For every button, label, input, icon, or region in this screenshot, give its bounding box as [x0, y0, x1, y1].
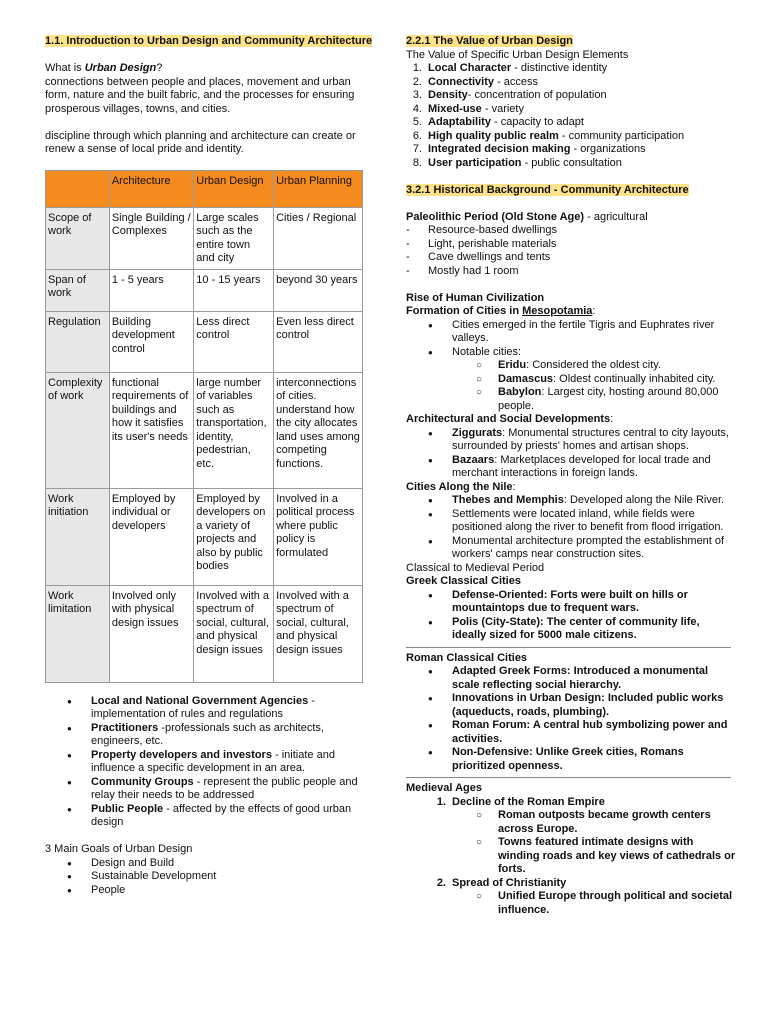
table-cell: Cities / Regional	[274, 207, 363, 269]
table-cell: Single Building / Complexes	[109, 207, 193, 269]
divider	[406, 777, 731, 778]
list-item: ● Polis (City-State): The center of community life, ideally sized for 5000 male citizens.	[452, 616, 736, 643]
goals-heading: 3 Main Goals of Urban Design	[45, 843, 193, 855]
table-header-cell	[46, 170, 110, 207]
nile-list	[406, 494, 736, 562]
arch-list	[406, 427, 736, 481]
table-row	[46, 269, 363, 311]
medieval-heading: Medieval Ages	[406, 782, 483, 794]
list-item: - Light, perishable materials	[428, 238, 736, 252]
elements-list	[406, 62, 736, 170]
arch-heading: Architectural and Social Developments:	[406, 413, 614, 425]
list-item: ● Defense-Oriented: Forts were built on hills or mountaintops due to frequent wars.	[452, 589, 736, 616]
table-row	[46, 372, 363, 488]
left-column	[45, 35, 375, 897]
list-item: ● Public People - affected by the effects of good urban design	[91, 803, 375, 830]
table-row-header: Regulation	[46, 311, 110, 372]
list-item: ● Non-Defensive: Unlike Greek cities, Romans prioritized openness.	[452, 746, 736, 773]
divider	[406, 647, 731, 648]
right-column	[406, 35, 736, 917]
roman-heading: Roman Classical Cities	[406, 651, 528, 664]
medieval-sublist	[452, 890, 736, 917]
medieval-sublist	[452, 809, 736, 877]
notable-cities-list	[452, 359, 736, 413]
list-item: ● Monumental architecture prompted the establishment of workers' camps near construction sites.	[452, 535, 736, 562]
list-item: 4. Mixed-use - variety	[412, 102, 524, 115]
list-item: ● Bazaars: Marketplaces developed for local trade and merchant interactions in foreign lands.	[452, 454, 736, 481]
table-row-header: Span of work	[46, 269, 110, 311]
table-row	[46, 311, 363, 372]
table-row-header: Work initiation	[46, 488, 110, 585]
meso-heading: Formation of Cities in Mesopotamia:	[406, 305, 596, 317]
list-item: ● Settlements were located inland, while fields were positioned along the river to benefit from flood irrigation.	[452, 508, 736, 535]
list-item: ● Thebes and Memphis: Developed along the Nile River.	[452, 494, 736, 508]
comparison-table	[45, 170, 363, 683]
list-item: ● Local and National Government Agencies - implementation of rules and regulations	[91, 695, 375, 722]
table-header-cell: Architecture	[109, 170, 193, 207]
table-cell: Less direct control	[194, 311, 274, 372]
paleo-list	[406, 224, 736, 278]
list-item: ● Community Groups - represent the public people and relay their needs to be addressed	[91, 776, 375, 803]
what-is-heading: What is Urban Design?	[45, 62, 163, 74]
section-title-history: 3.2.1 Historical Background - Community Architecture	[406, 183, 689, 196]
table-row	[46, 585, 363, 682]
paleo-heading: Paleolithic Period (Old Stone Age) - agricultural	[406, 210, 648, 223]
goals-list	[45, 857, 375, 898]
list-item: 6. High quality public realm - community participation	[412, 129, 685, 142]
table-cell: large number of variables such as transportation, identity, pedestrian, etc.	[194, 372, 274, 488]
list-item: ● Property developers and investors - initiate and influence a specific development in an area.	[91, 749, 375, 776]
table-row-header: Complexity of work	[46, 372, 110, 488]
list-item: ● Innovations in Urban Design: Included public works (aqueducts, roads, plumbing).	[452, 692, 736, 719]
list-item: 3. Density- concentration of population	[412, 89, 607, 101]
list-item: - Mostly had 1 room	[428, 265, 736, 279]
list-item: 7. Integrated decision making - organizations	[412, 143, 646, 155]
list-item: ● Adapted Greek Forms: Introduced a monumental scale reflecting social hierarchy.	[452, 665, 736, 692]
table-row-header: Scope of work	[46, 207, 110, 269]
stakeholder-list	[45, 695, 375, 830]
list-item: 8. User participation - public consultation	[412, 156, 622, 169]
table-cell: Building development control	[109, 311, 193, 372]
table-cell: beyond 30 years	[274, 269, 363, 311]
table-header-cell: Urban Design	[194, 170, 274, 207]
list-item: ○ Unified Europe through political and societal influence.	[498, 890, 736, 917]
list-item: - Resource-based dwellings	[428, 224, 736, 238]
list-item: ○ Eridu: Considered the oldest city.	[498, 359, 736, 373]
classical-heading: Classical to Medieval Period	[406, 561, 545, 574]
list-item: 2. Connectivity - access	[412, 75, 539, 88]
list-item: ● Practitioners -professionals such as architects, engineers, etc.	[91, 722, 375, 749]
list-item: 1. Decline of the Roman Empire ○ Roman outposts became growth centers across Europe. ○ Towns featured intimate designs with winding roads and key views of cathedrals or forts.	[452, 796, 736, 877]
table-cell: 1 - 5 years	[109, 269, 193, 311]
table-row	[46, 207, 363, 269]
list-item: 5. Adaptability - capacity to adapt	[412, 116, 584, 128]
section-title-value: 2.2.1 The Value of Urban Design	[406, 35, 573, 47]
table-cell: Large scales such as the entire town and city	[194, 207, 274, 269]
table-cell: Involved only with physical design issues	[109, 585, 193, 682]
definition-1: connections between people and places, movement and urban form, nature and the built fabric, and the processes for ensuring prosperous villages, towns, and cities.	[45, 75, 355, 115]
greek-heading: Greek Classical Cities	[406, 575, 521, 587]
list-item: 2. Spread of Christianity ○ Unified Europe through political and societal influence.	[452, 877, 736, 918]
list-item: ● People	[91, 884, 375, 898]
medieval-list	[406, 796, 736, 918]
table-cell: Involved in a political process where public policy is formulated	[274, 488, 363, 585]
list-item: ● Notable cities: ○ Eridu: Considered the oldest city. ○ Damascus: Oldest continually inhabited city. ○ Babylon: Largest city, hosting around 80,000 people.	[452, 346, 736, 414]
list-item: ○ Towns featured intimate designs with winding roads and key views of cathedrals or forts.	[498, 836, 736, 877]
list-item: ● Cities emerged in the fertile Tigris and Euphrates river valleys.	[452, 319, 736, 346]
value-subtitle: The Value of Specific Urban Design Elements	[406, 48, 629, 61]
table-row-header: Work limitation	[46, 585, 110, 682]
list-item: ○ Damascus: Oldest continually inhabited city.	[498, 373, 736, 387]
table-cell: Involved with a spectrum of social, cultural, and physical design issues	[274, 585, 363, 682]
table-row	[46, 488, 363, 585]
meso-list	[406, 319, 736, 414]
list-item: ● Roman Forum: A central hub symbolizing power and activities.	[452, 719, 736, 746]
table-header-row	[46, 170, 363, 207]
table-cell: Involved with a spectrum of social, cultural, and physical design issues	[194, 585, 274, 682]
definition-2: discipline through which planning and architecture can create or renew a sense of local pride and identity.	[45, 129, 356, 155]
table-cell: Even less direct control	[274, 311, 363, 372]
nile-heading: Cities Along the Nile:	[406, 480, 516, 493]
list-item: ● Design and Build	[91, 857, 375, 871]
list-item: 1. Local Character - distinctive identity	[412, 62, 608, 74]
table-cell: functional requirements of buildings and how it satisfies its user's needs	[109, 372, 193, 488]
list-item: ○ Roman outposts became growth centers across Europe.	[498, 809, 736, 836]
list-item: ● Ziggurats: Monumental structures central to city layouts, surrounded by priests' homes and artisan shops.	[452, 427, 736, 454]
table-header-cell: Urban Planning	[274, 170, 363, 207]
section-title-intro: 1.1. Introduction to Urban Design and Community Architecture	[45, 35, 373, 47]
table-cell: Employed by individual or developers	[109, 488, 193, 585]
greek-list	[406, 589, 736, 643]
table-cell: 10 - 15 years	[194, 269, 274, 311]
rise-heading: Rise of Human Civilization	[406, 291, 545, 304]
list-item: ● Sustainable Development	[91, 870, 375, 884]
roman-list	[406, 665, 736, 773]
list-item: - Cave dwellings and tents	[428, 251, 736, 265]
table-cell: interconnections of cities. understand how the city allocates land uses among competing functions.	[274, 372, 363, 488]
table-cell: Employed by developers on a variety of projects and also by public bodies	[194, 488, 274, 585]
list-item: ○ Babylon: Largest city, hosting around 80,000 people.	[498, 386, 736, 413]
